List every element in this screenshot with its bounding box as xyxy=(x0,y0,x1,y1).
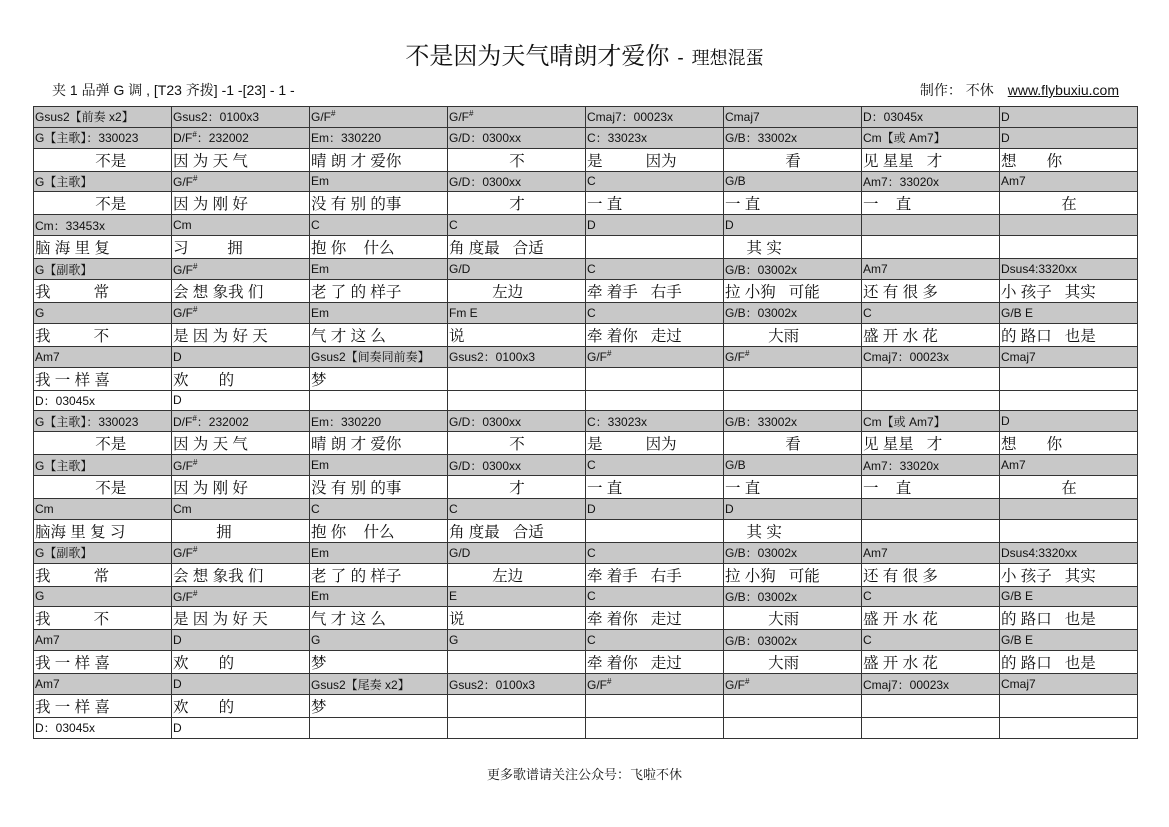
lyric-cell: 牵 着手 右手 xyxy=(586,563,724,586)
lyric-cell: 左边 xyxy=(448,279,586,302)
chord-cell: D xyxy=(1000,107,1138,128)
chord-cell xyxy=(724,390,862,411)
lyric-cell: 大雨 xyxy=(724,651,862,674)
lyric-cell: 会 想 象我 们 xyxy=(172,279,310,302)
lyric-row xyxy=(34,607,1138,630)
lyric-cell: 梦 xyxy=(310,367,448,390)
lyric-cell: 梦 xyxy=(310,694,448,717)
lyric-cell: 脑海 里 复 习 xyxy=(34,519,172,542)
lyric-cell: 我 不 xyxy=(34,323,172,346)
chord-cell: C xyxy=(586,171,724,192)
lyric-cell: 看 xyxy=(724,148,862,171)
lyric-cell: 我 不 xyxy=(34,607,172,630)
chord-cell: Gsus2【前奏 x2】 xyxy=(34,107,172,128)
lyric-cell: 会 想 象我 们 xyxy=(172,563,310,586)
lyric-cell: 晴 朗 才 爱你 xyxy=(310,148,448,171)
lyric-cell: 看 xyxy=(724,432,862,455)
chord-cell: D xyxy=(586,215,724,236)
lyric-cell: 牵 着你 走过 xyxy=(586,323,724,346)
chord-cell: D xyxy=(172,630,310,651)
chord-row xyxy=(34,630,1138,651)
chord-cell: Fm E xyxy=(448,302,586,323)
chord-cell: G/B：03002x xyxy=(724,302,862,323)
chord-cell: Cm：33453x xyxy=(34,215,172,236)
chord-cell: Am7 xyxy=(862,542,1000,563)
chord-cell: Gsus2【尾奏 x2】 xyxy=(310,674,448,695)
chord-cell: Em xyxy=(310,171,448,192)
chord-cell: D/F#：232002 xyxy=(172,411,310,432)
chord-cell: G/F# xyxy=(586,674,724,695)
chord-cell: Am7：33020x xyxy=(862,455,1000,476)
lyric-cell: 小 孩子 其实 xyxy=(1000,563,1138,586)
lyric-cell: 抱 你 什么 xyxy=(310,519,448,542)
lyric-cell: 拥 xyxy=(172,519,310,542)
chord-cell: D xyxy=(1000,127,1138,148)
chord-cell: Cmaj7 xyxy=(724,107,862,128)
lyric-cell: 一 直 xyxy=(724,192,862,215)
lyric-cell: 不是 xyxy=(34,148,172,171)
lyric-cell: 我 一 样 喜 xyxy=(34,367,172,390)
chord-cell: Gsus2【间奏同前奏】 xyxy=(310,346,448,367)
lyric-cell: 一 直 xyxy=(586,192,724,215)
chord-row xyxy=(34,259,1138,280)
lyric-cell: 因 为 天 气 xyxy=(172,148,310,171)
chord-row xyxy=(34,411,1138,432)
chord-cell: G/F# xyxy=(172,586,310,607)
lyric-cell: 老 了 的 样子 xyxy=(310,563,448,586)
chord-cell: C：33023x xyxy=(586,411,724,432)
chord-cell: C xyxy=(310,215,448,236)
lyric-cell xyxy=(448,651,586,674)
lyric-cell: 抱 你 什么 xyxy=(310,236,448,259)
chord-cell: Cm xyxy=(172,215,310,236)
chord-cell: G【主歌】：330023 xyxy=(34,411,172,432)
chord-cell: Gsus2：0100x3 xyxy=(448,674,586,695)
lyric-cell: 见 星星 才 xyxy=(862,148,1000,171)
chord-cell: Em xyxy=(310,259,448,280)
chord-cell: Em：330220 xyxy=(310,411,448,432)
chord-cell: G/F# xyxy=(172,302,310,323)
lyric-cell: 脑 海 里 复 xyxy=(34,236,172,259)
chord-cell: G【副歌】 xyxy=(34,259,172,280)
chord-cell: Cmaj7：00023x xyxy=(586,107,724,128)
chord-cell: Dsus4:3320xx xyxy=(1000,259,1138,280)
chord-cell: C xyxy=(586,630,724,651)
lyric-row xyxy=(34,694,1138,717)
chord-cell: G/F# xyxy=(310,107,448,128)
lyric-cell: 因 为 刚 好 xyxy=(172,475,310,498)
chord-cell: Cm xyxy=(34,498,172,519)
lyric-cell: 左边 xyxy=(448,563,586,586)
song-title: 不是因为天气晴朗才爱你 xyxy=(405,43,670,70)
chord-cell xyxy=(862,498,1000,519)
lyric-cell: 气 才 这 么 xyxy=(310,323,448,346)
chord-cell: G【主歌】 xyxy=(34,171,172,192)
lyric-cell xyxy=(1000,367,1138,390)
chord-cell: C xyxy=(448,498,586,519)
lyric-cell: 盛 开 水 花 xyxy=(862,651,1000,674)
chord-cell: C xyxy=(862,302,1000,323)
chord-cell: G/B：03002x xyxy=(724,586,862,607)
chord-cell xyxy=(310,390,448,411)
chord-cell: D xyxy=(172,346,310,367)
lyric-cell: 牵 着手 右手 xyxy=(586,279,724,302)
lyric-cell xyxy=(724,694,862,717)
chord-cell xyxy=(1000,498,1138,519)
chord-row xyxy=(34,107,1138,128)
lyric-cell xyxy=(586,694,724,717)
lyric-cell: 大雨 xyxy=(724,607,862,630)
capo-info: 夹 1 品弹 G 调 , [T23 齐拨] -1 -[23] - 1 - xyxy=(52,82,295,98)
chord-cell: G/F# xyxy=(724,346,862,367)
lyric-cell: 的 路口 也是 xyxy=(1000,607,1138,630)
lyric-row xyxy=(34,236,1138,259)
lyric-cell: 习 拥 xyxy=(172,236,310,259)
chord-cell: G/F# xyxy=(586,346,724,367)
chord-cell: G xyxy=(34,302,172,323)
lyric-cell: 拉 小狗 可能 xyxy=(724,563,862,586)
chord-cell xyxy=(1000,390,1138,411)
chord-cell: Em xyxy=(310,542,448,563)
chord-sheet-table xyxy=(33,106,1138,739)
chord-cell: G/B xyxy=(724,455,862,476)
lyric-cell: 牵 着你 走过 xyxy=(586,651,724,674)
lyric-cell: 欢 的 xyxy=(172,367,310,390)
chord-cell xyxy=(862,215,1000,236)
chord-cell: C xyxy=(586,542,724,563)
chord-cell: G/F# xyxy=(724,674,862,695)
lyric-cell: 牵 着你 走过 xyxy=(586,607,724,630)
lyric-row xyxy=(34,563,1138,586)
lyric-cell: 一 直 xyxy=(862,475,1000,498)
chord-cell: Em xyxy=(310,302,448,323)
lyric-cell: 一 直 xyxy=(586,475,724,498)
chord-cell: D：03045x xyxy=(34,717,172,738)
lyric-cell: 的 路口 也是 xyxy=(1000,651,1138,674)
chord-row xyxy=(34,302,1138,323)
chord-cell xyxy=(586,717,724,738)
chord-cell: G/D：0300xx xyxy=(448,127,586,148)
chord-cell: Am7 xyxy=(862,259,1000,280)
chord-cell: G/F# xyxy=(172,171,310,192)
lyric-cell: 不是 xyxy=(34,475,172,498)
maker-credit: 制作： 不休 xyxy=(919,82,994,98)
lyric-cell: 角 度最 合适 xyxy=(448,519,586,542)
chord-row xyxy=(34,542,1138,563)
chord-cell: G/B E xyxy=(1000,630,1138,651)
chord-cell: G/D xyxy=(448,542,586,563)
chord-cell: G xyxy=(310,630,448,651)
chord-cell xyxy=(310,717,448,738)
lyric-row xyxy=(34,651,1138,674)
chord-cell: Am7 xyxy=(34,630,172,651)
chord-cell: C：33023x xyxy=(586,127,724,148)
lyric-cell: 是 因 为 好 天 xyxy=(172,323,310,346)
chord-cell: G/B E xyxy=(1000,586,1138,607)
chord-cell: G/B：33002x xyxy=(724,127,862,148)
chord-cell: D xyxy=(1000,411,1138,432)
chord-cell xyxy=(1000,215,1138,236)
lyric-cell xyxy=(862,367,1000,390)
lyric-cell: 因 为 刚 好 xyxy=(172,192,310,215)
chord-cell: Am7 xyxy=(34,674,172,695)
lyric-cell xyxy=(724,367,862,390)
chord-cell: Cmaj7：00023x xyxy=(862,674,1000,695)
lyric-cell: 是 因 为 好 天 xyxy=(172,607,310,630)
chord-cell: Am7 xyxy=(1000,455,1138,476)
chord-cell xyxy=(586,390,724,411)
chord-cell: D xyxy=(724,498,862,519)
lyric-cell: 不 xyxy=(448,148,586,171)
lyric-cell: 欢 的 xyxy=(172,651,310,674)
chord-cell xyxy=(448,390,586,411)
chord-cell: G/F# xyxy=(448,107,586,128)
chord-cell xyxy=(724,717,862,738)
chord-cell: D xyxy=(172,717,310,738)
chord-row xyxy=(34,127,1138,148)
lyric-cell: 不 xyxy=(448,432,586,455)
lyric-cell: 没 有 别 的事 xyxy=(310,192,448,215)
chord-cell: Cmaj7：00023x xyxy=(862,346,1000,367)
chord-cell: Cm【或 Am7】 xyxy=(862,411,1000,432)
lyric-cell: 说 xyxy=(448,323,586,346)
chord-cell: Em：330220 xyxy=(310,127,448,148)
chord-cell: C xyxy=(586,455,724,476)
chord-row xyxy=(34,586,1138,607)
chord-row xyxy=(34,498,1138,519)
lyric-cell: 是 因为 xyxy=(586,432,724,455)
chord-cell: G/B：03002x xyxy=(724,542,862,563)
chord-cell: C xyxy=(310,498,448,519)
lyric-cell xyxy=(862,694,1000,717)
chord-cell: Cm【或 Am7】 xyxy=(862,127,1000,148)
website-link[interactable]: www.flybuxiu.com xyxy=(1007,82,1119,98)
lyric-cell: 的 路口 也是 xyxy=(1000,323,1138,346)
lyric-cell xyxy=(448,694,586,717)
lyric-cell: 我 一 样 喜 xyxy=(34,651,172,674)
footer-note: 更多歌谱请关注公众号：飞啦不休 xyxy=(486,767,682,782)
lyric-row xyxy=(34,367,1138,390)
lyric-cell: 其 实 xyxy=(724,236,862,259)
lyric-cell xyxy=(1000,236,1138,259)
lyric-cell: 一 直 xyxy=(724,475,862,498)
lyric-cell xyxy=(1000,694,1138,717)
chord-cell: C xyxy=(862,586,1000,607)
chord-cell: D：03045x xyxy=(862,107,1000,128)
chord-cell: Em xyxy=(310,586,448,607)
lyric-cell: 拉 小狗 可能 xyxy=(724,279,862,302)
lyric-cell: 没 有 别 的事 xyxy=(310,475,448,498)
lyric-cell: 一 直 xyxy=(862,192,1000,215)
chord-cell xyxy=(1000,717,1138,738)
lyric-cell xyxy=(586,519,724,542)
lyric-cell xyxy=(862,236,1000,259)
chord-cell: G/D：0300xx xyxy=(448,171,586,192)
chord-cell: D：03045x xyxy=(34,390,172,411)
lyric-cell: 其 实 xyxy=(724,519,862,542)
chord-cell: D xyxy=(586,498,724,519)
lyric-row xyxy=(34,148,1138,171)
chord-cell: C xyxy=(862,630,1000,651)
lyric-row xyxy=(34,279,1138,302)
chord-cell: Am7：33020x xyxy=(862,171,1000,192)
lyric-cell: 不是 xyxy=(34,432,172,455)
chord-cell: Cmaj7 xyxy=(1000,346,1138,367)
lyric-cell: 我 常 xyxy=(34,279,172,302)
chord-cell: Em xyxy=(310,455,448,476)
lyric-cell: 说 xyxy=(448,607,586,630)
lyric-cell: 见 星星 才 xyxy=(862,432,1000,455)
lyric-cell: 欢 的 xyxy=(172,694,310,717)
chord-cell: D xyxy=(724,215,862,236)
chord-cell: G/D：0300xx xyxy=(448,455,586,476)
lyric-row xyxy=(34,432,1138,455)
lyric-cell: 我 一 样 喜 xyxy=(34,694,172,717)
lyric-cell: 我 常 xyxy=(34,563,172,586)
lyric-cell: 梦 xyxy=(310,651,448,674)
lyric-cell: 才 xyxy=(448,475,586,498)
lyric-cell: 想 你 xyxy=(1000,148,1138,171)
chord-cell: C xyxy=(586,586,724,607)
title-dash: - xyxy=(677,48,684,69)
credit-block xyxy=(920,80,1119,100)
chord-cell xyxy=(448,717,586,738)
chord-cell: Am7 xyxy=(34,346,172,367)
chord-cell: G/F# xyxy=(172,542,310,563)
lyric-row xyxy=(34,475,1138,498)
lyric-cell: 盛 开 水 花 xyxy=(862,607,1000,630)
chord-cell: Am7 xyxy=(1000,171,1138,192)
chord-cell: G【主歌】 xyxy=(34,455,172,476)
chord-row xyxy=(34,717,1138,738)
chord-cell: G【副歌】 xyxy=(34,542,172,563)
lyric-cell xyxy=(448,367,586,390)
lyric-cell: 想 你 xyxy=(1000,432,1138,455)
title-block xyxy=(0,36,1169,71)
lyric-cell xyxy=(586,236,724,259)
chord-cell: G【主歌】：330023 xyxy=(34,127,172,148)
chord-cell: C xyxy=(448,215,586,236)
chord-cell: D xyxy=(172,674,310,695)
chord-row xyxy=(34,455,1138,476)
chord-cell: G/D：0300xx xyxy=(448,411,586,432)
chord-cell: G/F# xyxy=(172,455,310,476)
lyric-cell: 老 了 的 样子 xyxy=(310,279,448,302)
chord-cell: G/B：03002x xyxy=(724,259,862,280)
chord-cell: Cmaj7 xyxy=(1000,674,1138,695)
chord-cell xyxy=(862,390,1000,411)
lyric-cell: 还 有 很 多 xyxy=(862,279,1000,302)
chord-cell: C xyxy=(586,302,724,323)
lyric-cell xyxy=(862,519,1000,542)
lyric-cell: 因 为 天 气 xyxy=(172,432,310,455)
lyric-cell: 大雨 xyxy=(724,323,862,346)
artist-name: 理想混蛋 xyxy=(691,48,764,68)
lyric-cell: 在 xyxy=(1000,192,1138,215)
chord-row xyxy=(34,674,1138,695)
chord-row xyxy=(34,215,1138,236)
chord-cell: Cm xyxy=(172,498,310,519)
lyric-row xyxy=(34,519,1138,542)
chord-cell: G xyxy=(448,630,586,651)
chord-cell: Dsus4:3320xx xyxy=(1000,542,1138,563)
lyric-cell: 小 孩子 其实 xyxy=(1000,279,1138,302)
chord-cell: D xyxy=(172,390,310,411)
chord-cell: G/B：33002x xyxy=(724,411,862,432)
chord-row xyxy=(34,390,1138,411)
chord-cell: D/F#：232002 xyxy=(172,127,310,148)
chord-cell: C xyxy=(586,259,724,280)
chord-cell: G/B xyxy=(724,171,862,192)
chord-row xyxy=(34,171,1138,192)
chord-cell: Gsus2：0100x3 xyxy=(448,346,586,367)
lyric-cell: 不是 xyxy=(34,192,172,215)
lyric-cell: 角 度最 合适 xyxy=(448,236,586,259)
lyric-cell xyxy=(586,367,724,390)
lyric-row xyxy=(34,192,1138,215)
lyric-cell: 晴 朗 才 爱你 xyxy=(310,432,448,455)
lyric-cell xyxy=(1000,519,1138,542)
chord-cell xyxy=(862,717,1000,738)
chord-cell: G/D xyxy=(448,259,586,280)
lyric-cell: 还 有 很 多 xyxy=(862,563,1000,586)
lyric-cell: 是 因为 xyxy=(586,148,724,171)
lyric-row xyxy=(34,323,1138,346)
chord-cell: G/B E xyxy=(1000,302,1138,323)
chord-row xyxy=(34,346,1138,367)
chord-cell: G/B：03002x xyxy=(724,630,862,651)
chord-cell: E xyxy=(448,586,586,607)
chord-cell: G/F# xyxy=(172,259,310,280)
chord-cell: G xyxy=(34,586,172,607)
lyric-cell: 在 xyxy=(1000,475,1138,498)
lyric-cell: 气 才 这 么 xyxy=(310,607,448,630)
lyric-cell: 盛 开 水 花 xyxy=(862,323,1000,346)
lyric-cell: 才 xyxy=(448,192,586,215)
chord-cell: Gsus2：0100x3 xyxy=(172,107,310,128)
